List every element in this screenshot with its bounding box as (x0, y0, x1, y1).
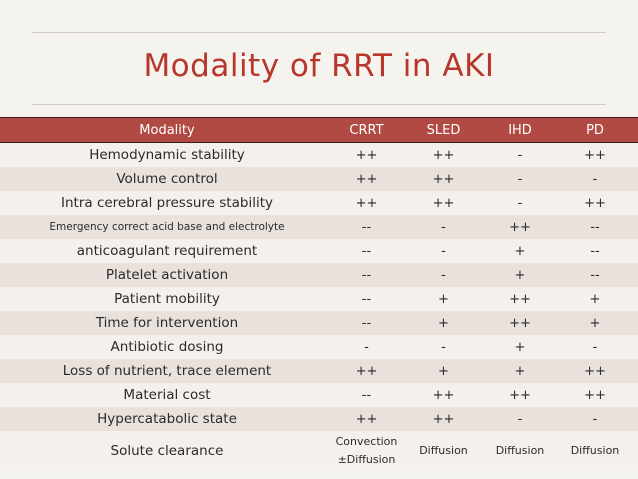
cell-crrt: ++ (334, 167, 399, 191)
cell-crrt: -- (334, 311, 399, 335)
cell-sled: ++ (399, 383, 488, 407)
table-row (0, 407, 638, 431)
row-label: Emergency correct acid base and electrolyte (0, 215, 334, 239)
cell-ihd: - (488, 167, 552, 191)
table-row (0, 143, 638, 168)
cell-sled: + (399, 359, 488, 383)
cell-crrt: -- (334, 239, 399, 263)
cell-pd: - (552, 167, 638, 191)
cell-ihd: Diffusion (488, 431, 552, 470)
cell-pd: ++ (552, 191, 638, 215)
row-label: Solute clearance (0, 431, 334, 470)
cell-pd: + (552, 287, 638, 311)
cell-crrt: -- (334, 263, 399, 287)
table-header-row (0, 118, 638, 143)
cell-sled: ++ (399, 191, 488, 215)
header-sled: SLED (399, 118, 488, 143)
cell-sled: - (399, 215, 488, 239)
table-row (0, 167, 638, 191)
table-row (0, 215, 638, 239)
cell-ihd: + (488, 239, 552, 263)
cell-crrt: -- (334, 215, 399, 239)
row-label: anticoagulant requirement (0, 239, 334, 263)
cell-sled: ++ (399, 143, 488, 168)
row-label: Material cost (0, 383, 334, 407)
cell-crrt: ++ (334, 359, 399, 383)
cell-pd: -- (552, 239, 638, 263)
cell-pd: - (552, 335, 638, 359)
cell-ihd: ++ (488, 287, 552, 311)
cell-ihd: ++ (488, 383, 552, 407)
row-label: Time for intervention (0, 311, 334, 335)
cell-crrt-line1: Convection (335, 434, 398, 448)
row-label: Hypercatabolic state (0, 407, 334, 431)
table-row (0, 383, 638, 407)
title-divider (32, 104, 606, 105)
cell-sled: + (399, 311, 488, 335)
cell-ihd: - (488, 143, 552, 168)
cell-pd: + (552, 311, 638, 335)
row-label: Volume control (0, 167, 334, 191)
cell-pd: -- (552, 215, 638, 239)
slide-title: Modality of RRT in AKI (143, 48, 495, 84)
cell-crrt: -- (334, 287, 399, 311)
cell-ihd: + (488, 335, 552, 359)
cell-sled: - (399, 263, 488, 287)
cell-ihd: ++ (488, 311, 552, 335)
table-row (0, 263, 638, 287)
row-label: Loss of nutrient, trace element (0, 359, 334, 383)
cell-sled: - (399, 239, 488, 263)
table-row (0, 359, 638, 383)
row-label: Antibiotic dosing (0, 335, 334, 359)
cell-ihd: - (488, 407, 552, 431)
cell-crrt: ++ (334, 407, 399, 431)
cell-pd: Diffusion (552, 431, 638, 470)
cell-sled: - (399, 335, 488, 359)
header-pd: PD (552, 118, 638, 143)
cell-sled: + (399, 287, 488, 311)
row-label: Hemodynamic stability (0, 143, 334, 168)
cell-pd: ++ (552, 359, 638, 383)
table-row (0, 191, 638, 215)
cell-crrt-line2: ±Diffusion (337, 452, 396, 466)
cell-pd: - (552, 407, 638, 431)
table-row (0, 287, 638, 311)
rrt-modality-table (0, 117, 638, 470)
cell-sled: ++ (399, 407, 488, 431)
cell-ihd: ++ (488, 215, 552, 239)
table-row (0, 335, 638, 359)
cell-pd: ++ (552, 383, 638, 407)
table-row (0, 239, 638, 263)
cell-sled: ++ (399, 167, 488, 191)
table-row (0, 311, 638, 335)
cell-crrt: -- (334, 383, 399, 407)
cell-crrt (334, 431, 399, 470)
header-ihd: IHD (488, 118, 552, 143)
row-label: Intra cerebral pressure stability (0, 191, 334, 215)
cell-crrt: ++ (334, 143, 399, 168)
row-label: Platelet activation (0, 263, 334, 287)
cell-ihd: + (488, 263, 552, 287)
cell-crrt: ++ (334, 191, 399, 215)
cell-crrt: - (334, 335, 399, 359)
row-label: Patient mobility (0, 287, 334, 311)
header-crrt: CRRT (334, 118, 399, 143)
header-modality: Modality (0, 118, 334, 143)
cell-ihd: - (488, 191, 552, 215)
cell-pd: ++ (552, 143, 638, 168)
top-divider (32, 32, 606, 33)
cell-sled: Diffusion (399, 431, 488, 470)
table-row (0, 431, 638, 470)
cell-pd: -- (552, 263, 638, 287)
cell-ihd: + (488, 359, 552, 383)
